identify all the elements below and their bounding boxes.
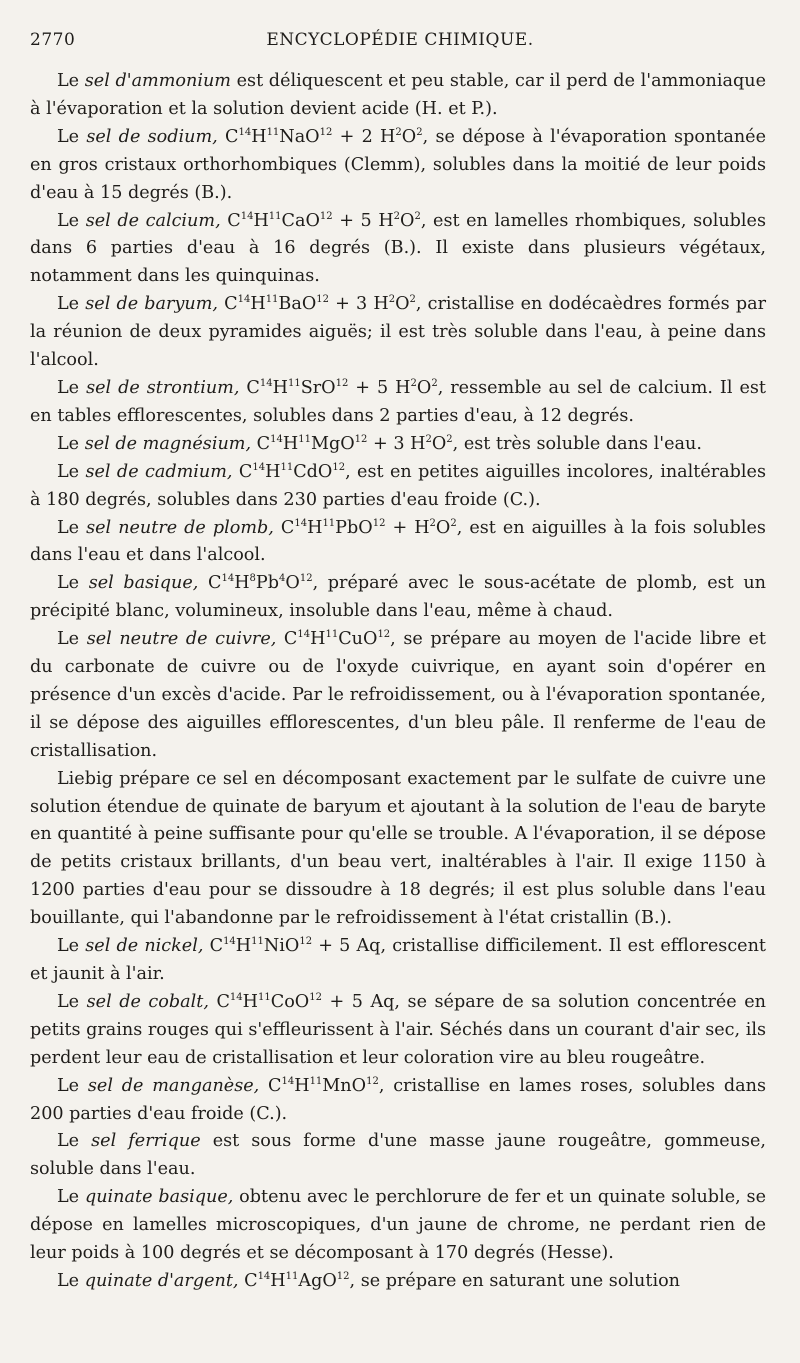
text-run: Pb: [255, 573, 280, 594]
text-run: est déliquescent et peu stable, car il perd de l'ammoniaque à l'évaporation et la solution devient acide (H. et P.).: [30, 71, 766, 119]
superscript: 11: [265, 294, 279, 306]
text-run: + H: [385, 517, 430, 538]
text-run: Le: [57, 1270, 85, 1291]
superscript: 2: [395, 126, 402, 138]
text-run: Le: [57, 294, 86, 315]
italic-term: sel d'ammonium: [84, 71, 231, 91]
superscript: 2: [409, 294, 416, 306]
text-run: O: [435, 517, 451, 538]
text-run: , est très soluble dans l'eau.: [452, 433, 702, 454]
text-run: C: [259, 1075, 282, 1096]
superscript: 2: [416, 126, 423, 138]
body-text: [30, 68, 766, 1296]
paragraph: [30, 570, 766, 626]
paragraph: [30, 375, 766, 431]
paragraph: [30, 1128, 766, 1184]
superscript: 8: [249, 573, 256, 585]
text-run: , se dépose à l'évaporation spontanée en gros cristaux orthorhombiques (Clemm), solubles dans la moitié de leur poids d'eau à 15 degrés (B.).: [30, 126, 766, 203]
paragraph: [30, 766, 766, 933]
text-run: C: [239, 377, 260, 398]
text-run: H: [282, 433, 299, 454]
superscript: 11: [268, 210, 282, 222]
superscript: 12: [319, 126, 333, 138]
text-run: Le: [57, 991, 87, 1012]
paragraph: [30, 1184, 766, 1268]
paragraph: [30, 431, 766, 459]
text-run: MgO: [310, 433, 355, 454]
superscript: 2: [388, 294, 396, 306]
text-run: PbO: [335, 517, 373, 538]
text-run: , cristallise en lames roses, solubles dans 200 parties d'eau froide (C.).: [30, 1075, 766, 1124]
superscript: 12: [335, 377, 349, 389]
text-run: Le: [57, 1075, 88, 1096]
text-run: H: [270, 1270, 286, 1291]
text-run: + 5 Aq, cristallise difficilement. Il est efflorescent et jaunit à l'air.: [30, 936, 766, 984]
text-run: Le: [57, 936, 86, 957]
text-run: Le: [57, 573, 89, 594]
text-run: Le: [57, 461, 86, 482]
superscript: 11: [287, 377, 301, 389]
text-run: C: [238, 1270, 258, 1291]
text-run: O: [395, 294, 410, 315]
superscript: 11: [251, 936, 264, 948]
text-run: , se prépare au moyen de l'acide libre et du carbonate de cuivre ou de l'oxyde cuivrique, en ayant soin d'opérer en présence d'un excès d'acide. Par le refroidissement, ou à l'évaporation spontanée, il se dépose des aiguilles efflorescentes, d'un bleu pâle. Il renferme de l'eau de cristallisation.: [30, 629, 766, 761]
superscript: 14: [252, 461, 266, 473]
text-run: AgO: [298, 1270, 337, 1291]
text-run: H: [234, 573, 250, 594]
text-run: , est en aiguilles à la fois solubles dans l'eau et dans l'alcool.: [30, 517, 766, 566]
text-run: CoO: [270, 991, 310, 1012]
superscript: 14: [221, 573, 235, 585]
text-run: C: [198, 573, 222, 594]
superscript: 12: [319, 210, 333, 222]
superscript: 14: [259, 377, 273, 389]
text-run: O: [431, 433, 447, 454]
italic-term: sel de calcium,: [85, 210, 221, 231]
paragraph: [30, 68, 766, 124]
text-run: , est en petites aiguilles incolores, inaltérables à 180 degrés, solubles dans 230 parties d'eau froide (C.).: [30, 461, 766, 510]
text-run: C: [203, 936, 224, 957]
text-run: C: [232, 461, 253, 482]
text-run: H: [307, 517, 323, 538]
text-run: H: [242, 991, 258, 1012]
superscript: 2: [431, 377, 438, 389]
paragraph: [30, 459, 766, 515]
superscript: 11: [325, 629, 339, 641]
superscript: 12: [336, 1270, 350, 1282]
text-run: Le: [57, 1131, 92, 1152]
superscript: 14: [294, 517, 308, 529]
superscript: 12: [377, 629, 391, 641]
text-run: H: [265, 461, 281, 482]
superscript: 11: [258, 991, 271, 1003]
italic-term: quinate basique,: [84, 1187, 234, 1208]
text-run: est sous forme d'une masse jaune rougeâtre, gommeuse, soluble dans l'eau.: [30, 1131, 766, 1180]
text-run: + 5 Aq, se sépare de sa solution concentrée en petits grains rouges qui s'effleurissent à l'air. Séchés dans un courant d'air sec, ils perdent leur eau de cristallisation et leur coloration vire au bleu rougeâtre.: [30, 991, 766, 1068]
text-run: CuO: [338, 629, 378, 650]
text-run: H: [251, 126, 267, 147]
text-run: C: [208, 991, 230, 1012]
superscript: 14: [237, 294, 251, 306]
superscript: 12: [309, 991, 322, 1003]
text-run: H: [250, 294, 266, 315]
text-run: , préparé avec le sous-acétate de plomb, est un précipité blanc, volumineux, insoluble dans l'eau, même à chaud.: [30, 573, 766, 622]
text-run: , est en lamelles rhombiques, solubles dans 6 parties d'eau à 16 degrés (B.). Il existe dans plusieurs végétaux, notamment dans les quinquinas.: [30, 210, 766, 287]
text-run: Le: [57, 210, 86, 231]
text-run: obtenu avec le perchlorure de fer et un quinate soluble, se dépose en lamelles microscopiques, d'un jaune de chrome, ne perdant rien de leur poids à 100 degrés et se décomposant à 170 degrés (Hesse).: [30, 1187, 766, 1264]
running-title: ENCYCLOPÉDIE CHIMIQUE.: [266, 30, 534, 50]
text-run: , se prépare en saturant une solution: [349, 1270, 680, 1291]
text-run: H: [272, 377, 288, 398]
superscript: 14: [257, 1270, 271, 1282]
italic-term: sel de manganèse,: [87, 1075, 260, 1096]
text-run: Le: [57, 629, 87, 650]
italic-term: sel de cobalt,: [86, 991, 209, 1012]
text-run: BaO: [278, 294, 317, 315]
superscript: 14: [281, 1075, 295, 1087]
superscript: 2: [393, 210, 401, 222]
italic-term: sel de cadmium,: [85, 461, 233, 482]
text-run: C: [218, 294, 238, 315]
superscript: 11: [280, 461, 294, 473]
superscript: 2: [425, 433, 432, 445]
paragraph: [30, 208, 766, 292]
superscript: 2: [429, 517, 436, 529]
text-run: Le: [57, 517, 87, 538]
text-run: C: [273, 517, 295, 538]
paragraph: [30, 291, 766, 375]
italic-term: sel de nickel,: [85, 936, 204, 957]
superscript: 12: [316, 294, 329, 306]
superscript: 11: [266, 126, 280, 138]
superscript: 11: [285, 1270, 299, 1282]
text-run: Liebig prépare ce sel en décomposant exactement par le sulfate de cuivre une solution étendue de quinate de baryum et ajoutant à la solution de l'eau de baryte en quantité à peine suffisante pour qu'elle se trouble. A l'évaporation, il se dépose de petits cristaux brillants, d'un beau vert, inaltérables à l'air. Il exige 1150 à 1200 parties d'eau pour se dissoudre à 18 degrés; il est plus soluble dans l'eau bouillante, qui l'abandonne par le refroidissement à l'état cristallin (B.).: [30, 768, 766, 929]
paragraph: [30, 515, 766, 571]
text-run: Le: [57, 1187, 85, 1208]
text-run: H: [253, 210, 269, 231]
text-run: H: [310, 629, 326, 650]
italic-term: sel de baryum,: [85, 294, 218, 315]
text-run: O: [416, 377, 432, 398]
paragraph: [30, 1073, 766, 1129]
text-run: C: [220, 210, 241, 231]
text-run: Le: [57, 377, 87, 398]
superscript: 14: [223, 936, 236, 948]
superscript: 11: [298, 433, 311, 445]
text-run: , ressemble au sel de calcium. Il est en tables efflorescentes, solubles dans 2 parties d'eau, à 12 degrés.: [30, 377, 766, 426]
text-run: H: [235, 936, 252, 957]
page-number: 2770: [30, 30, 76, 50]
superscript: 11: [322, 517, 336, 529]
superscript: 14: [297, 629, 311, 641]
superscript: 11: [309, 1075, 323, 1087]
text-run: O: [401, 126, 417, 147]
superscript: 2: [450, 517, 457, 529]
italic-term: sel neutre de cuivre,: [86, 629, 277, 650]
paragraph: [30, 1268, 766, 1296]
text-run: + 5 H: [332, 210, 394, 231]
paragraph: [30, 933, 766, 989]
superscript: 12: [366, 1075, 379, 1087]
text-run: NaO: [279, 126, 320, 147]
text-run: + 2 H: [332, 126, 396, 147]
paragraph: [30, 124, 766, 208]
italic-term: sel de magnésium,: [84, 433, 252, 454]
text-run: , cristallise en dodécaèdres formés par la réunion de deux pyramides aiguës; il est très soluble dans l'eau, à peine dans l'alcool.: [30, 294, 766, 371]
italic-term: sel neutre de plomb,: [86, 517, 274, 538]
superscript: 12: [354, 433, 368, 445]
superscript: 12: [372, 517, 386, 529]
text-run: SrO: [300, 377, 336, 398]
text-run: O: [400, 210, 415, 231]
italic-term: sel basique,: [88, 573, 199, 594]
superscript: 2: [414, 210, 421, 222]
text-run: MnO: [322, 1075, 367, 1096]
text-run: NiO: [263, 936, 300, 957]
text-run: + 5 H: [348, 377, 411, 398]
superscript: 14: [229, 991, 243, 1003]
italic-term: sel de sodium,: [86, 126, 218, 147]
italic-term: sel ferrique: [91, 1131, 201, 1152]
superscript: 14: [270, 433, 283, 445]
superscript: 2: [410, 377, 417, 389]
text-run: Le: [57, 71, 85, 91]
italic-term: quinate d'argent,: [84, 1270, 239, 1291]
text-run: H: [294, 1075, 310, 1096]
superscript: 12: [299, 936, 313, 948]
page-header: [30, 30, 770, 56]
text-run: CaO: [281, 210, 320, 231]
paragraph: [30, 989, 766, 1073]
text-run: C: [217, 126, 239, 147]
text-run: + 3 H: [329, 294, 389, 315]
superscript: 14: [238, 126, 252, 138]
superscript: 14: [240, 210, 254, 222]
italic-term: sel de strontium,: [86, 377, 240, 398]
superscript: 12: [332, 461, 346, 473]
text-run: C: [276, 629, 298, 650]
superscript: 12: [299, 573, 313, 585]
text-run: C: [251, 433, 271, 454]
text-run: Le: [57, 433, 85, 454]
paragraph: [30, 626, 766, 766]
text-run: Le: [57, 126, 87, 147]
text-run: CdO: [293, 461, 333, 482]
text-run: + 3 H: [367, 433, 426, 454]
superscript: 4: [279, 573, 286, 585]
text-run: O: [285, 573, 300, 594]
superscript: 2: [446, 433, 453, 445]
